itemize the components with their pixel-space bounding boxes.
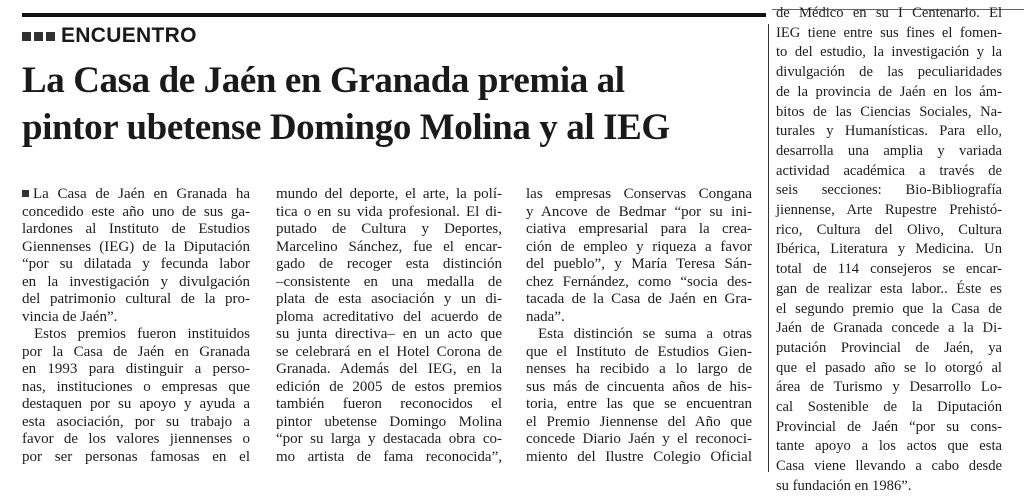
- text-line: Jaén de Granada concede a la Di-: [776, 320, 1002, 337]
- text-line: gan de realizar esta labor.. Éste es: [776, 280, 1002, 297]
- article-column-4: [776, 4, 1002, 497]
- text-line: pintor ubetense Domingo Molina: [276, 413, 502, 430]
- text-line: divulgación de las peculiaridades: [776, 64, 1002, 81]
- section-label: ENCUENTRO: [61, 24, 197, 47]
- text-line: plata de esta asociación y un di-: [276, 291, 502, 307]
- text-line: favor de los valores jiennenses o: [22, 431, 250, 447]
- text-line: Giennenses (IEG) de la Diputación: [22, 238, 250, 255]
- text-line: edición de 2005 de estos premios: [276, 378, 502, 395]
- text-line: en 1993 para distinguir a perso-: [22, 361, 250, 377]
- text-line: tante apoyo a los actos que esta: [776, 438, 1002, 455]
- text-line: nada”.: [526, 308, 565, 325]
- column-divider: [768, 24, 769, 472]
- text-line: “por su larga y destacada obra co-: [276, 431, 502, 447]
- text-line: Esta distinción se suma a otras: [538, 326, 752, 342]
- text-line: –consistente en una medalla de: [276, 273, 502, 290]
- text-line: el Premio Jiennense del Año que: [526, 413, 752, 430]
- text-line: concede Diario Jaén y el reconoci-: [526, 431, 752, 447]
- text-line: también fueron reconocidos el: [276, 396, 502, 412]
- text-line: en la investigación y divulgación: [22, 273, 250, 290]
- article-column-3: [526, 186, 752, 466]
- text-line: nas, instituciones o empresas que: [22, 378, 250, 395]
- text-line: mo artista de fama reconocida”,: [276, 448, 502, 465]
- text-line: Casa viene llevando a cabo desde: [776, 458, 1002, 475]
- square-bullet-icon: [22, 190, 29, 197]
- text-line: gado de recoger esta distinción: [276, 256, 502, 272]
- text-line: ción de empleo y riqueza a favor: [526, 238, 752, 255]
- headline: [22, 57, 772, 151]
- headline-line-2: pintor ubetense Domingo Molina y al IEG: [22, 107, 670, 148]
- text-line: ciativa empresarial para la crea-: [526, 221, 752, 237]
- text-line: chez Fernández, como “socia des-: [526, 273, 752, 290]
- text-line: Provincial de Jaén “por su cons-: [776, 418, 1002, 435]
- text-line: seis secciones: Bio-Bibliografía: [776, 182, 1002, 199]
- text-line: toria, entre las que se encuentran: [526, 396, 752, 412]
- text-line: IEG tiene entre sus fines el fomen-: [776, 24, 1002, 41]
- text-line: área de Turismo y Desarrollo Lo-: [776, 379, 1002, 396]
- text-line: el segundo premio que la Casa de: [776, 300, 1002, 317]
- text-line: de la provincia de Jaén en los ám-: [776, 83, 1002, 100]
- text-line: tacada de la Casa de Jaén en Gra-: [526, 291, 752, 307]
- text-line: que el pasado año se lo otorgó al: [776, 359, 1002, 376]
- text-line: ploma acreditativo del acuerdo de: [276, 308, 502, 325]
- text-line: y Ancove de Bedmar “por su ini-: [526, 203, 752, 220]
- text-line: Estos premios fueron instituidos: [34, 326, 250, 342]
- top-rule: [22, 13, 766, 17]
- text-line: Marcelino Sánchez, fue el encar-: [276, 238, 502, 255]
- text-line: to del estudio, la investigación y la: [776, 44, 1002, 61]
- text-line: sus más de cincuenta años de his-: [526, 378, 752, 395]
- text-line: las empresas Conservas Congana: [526, 186, 752, 202]
- text-line: turales y Humanísticas. Para ello,: [776, 123, 1002, 140]
- text-line: nenses ha recibido a lo largo de: [526, 361, 752, 377]
- text-line: por la Casa de Jaén en Granada: [22, 343, 250, 360]
- text-line: tica o en su vida profesional. El di-: [276, 203, 502, 220]
- text-line: de Médico en su I Centenario. El: [776, 5, 1002, 21]
- text-line: desarrolla una amplia y variada: [776, 142, 1002, 159]
- text-line: cal Sostenible de la Diputación: [776, 399, 1002, 416]
- text-line: miento del Ilustre Colegio Oficial: [526, 448, 752, 465]
- text-line: mundo del deporte, el arte, la polí-: [276, 186, 502, 202]
- text-line: Ibérica, Literatura y Medicina. Un: [776, 241, 1002, 258]
- text-line: destaquen por su apoyo y ayuda a: [22, 396, 250, 412]
- section-header: [22, 24, 197, 48]
- text-line: se celebrará en el Hotel Corona de: [276, 343, 502, 360]
- text-line: bitos de las Ciencias Sociales, Na-: [776, 103, 1002, 120]
- article-column-2: [276, 186, 502, 466]
- text-line: su fundación en 1986”.: [776, 477, 912, 494]
- text-line: por ser personas famosas en el: [22, 448, 250, 465]
- text-line: La Casa de Jaén en Granada ha: [22, 186, 250, 204]
- text-line: esta asociación, por su trabajo a: [22, 413, 250, 430]
- text-line: rico, Cultura del Olivo, Cultura: [776, 221, 1002, 238]
- text-line: que el Instituto de Estudios Gien-: [526, 343, 752, 360]
- text-line: del pueblo”, y María Teresa Sán-: [526, 256, 752, 272]
- text-line: total de 114 consejeros se encar-: [776, 261, 1002, 278]
- text-line: Granada. Además del IEG, en la: [276, 361, 502, 377]
- text-line: vincia de Jaén”.: [22, 308, 118, 325]
- text-line: putado de Cultura y Deportes,: [276, 221, 502, 237]
- text-line: lardones al Instituto de Estudios: [22, 221, 250, 237]
- square-icon: [34, 32, 43, 41]
- text-line: su junta directiva– en un acto que: [276, 326, 502, 342]
- text-line: actividad académica a través de: [776, 162, 1002, 179]
- article-column-1: [22, 186, 250, 466]
- headline-line-1: La Casa de Jaén en Granada premia al: [22, 60, 625, 101]
- text-line: putación Provincial de Jaén, ya: [776, 339, 1002, 356]
- square-icon: [46, 32, 55, 41]
- text-line: “por su dilatada y fecunda labor: [22, 256, 250, 272]
- text-line: concedido este año uno de sus ga-: [22, 203, 250, 220]
- text-line: jiennense, Arte Rupestre Prehistó-: [776, 202, 1002, 219]
- text-line: del patrimonio cultural de la pro-: [22, 291, 250, 307]
- square-icon: [22, 32, 31, 41]
